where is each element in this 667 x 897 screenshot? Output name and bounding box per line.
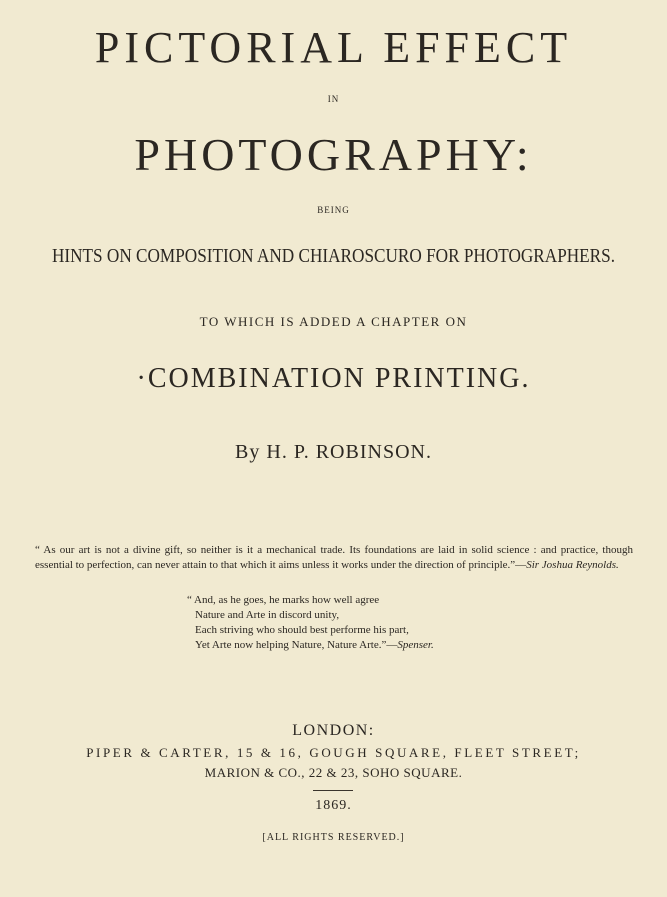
epigraph-reynolds-text: “ As our art is not a divine gift, so neither is it a mechanical trade. Its foundations are laid in solid science : and practice, though essential to perfection, can never attain to that which it aims unless it works under the direction of principle.”— — [35, 544, 633, 571]
title-line-1: PICTORIAL EFFECT — [94, 23, 573, 72]
author-line: By H. P. ROBINSON. — [235, 441, 432, 463]
subtitle-line: HINTS ON COMPOSITION AND CHIAROSCURO FOR PHOTOGRAPHERS. — [51, 245, 616, 267]
epigraph-verse-last-text: Yet Arte now helping Nature, Nature Arte.”— — [195, 639, 398, 651]
epigraph-verse-line: Nature and Arte in discord unity, — [195, 609, 340, 621]
subtitle-topic: ·COMBINATION PRINTING. — [136, 363, 531, 394]
epigraph-verse-line: “ And, as he goes, he marks how well agree — [187, 594, 380, 606]
imprint-city: LONDON: — [292, 722, 375, 739]
epigraph-spenser-attribution: Spenser. — [397, 639, 434, 651]
imprint-publisher-2: MARION & CO., 22 & 23, SOHO SQUARE. — [204, 765, 463, 780]
epigraph-reynolds — [35, 543, 633, 573]
epigraph-verse-last-line — [195, 638, 434, 653]
divider-rule — [313, 790, 353, 791]
title-connector: IN — [327, 94, 340, 104]
imprint-year: 1869. — [315, 798, 352, 813]
subtitle-connector: BEING — [317, 205, 350, 215]
title-line-2: PHOTOGRAPHY: — [134, 129, 533, 180]
epigraph-verse-line: Each striving who should best performe his part, — [195, 624, 409, 636]
imprint-publisher-1: PIPER & CARTER, 15 & 16, GOUGH SQUARE, FLEET STREET; — [86, 745, 581, 760]
subtitle-added: TO WHICH IS ADDED A CHAPTER ON — [199, 314, 468, 329]
epigraph-reynolds-attribution: Sir Joshua Reynolds. — [526, 559, 619, 571]
epigraph-spenser — [187, 593, 434, 653]
rights-notice: [ALL RIGHTS RESERVED.] — [262, 832, 405, 843]
